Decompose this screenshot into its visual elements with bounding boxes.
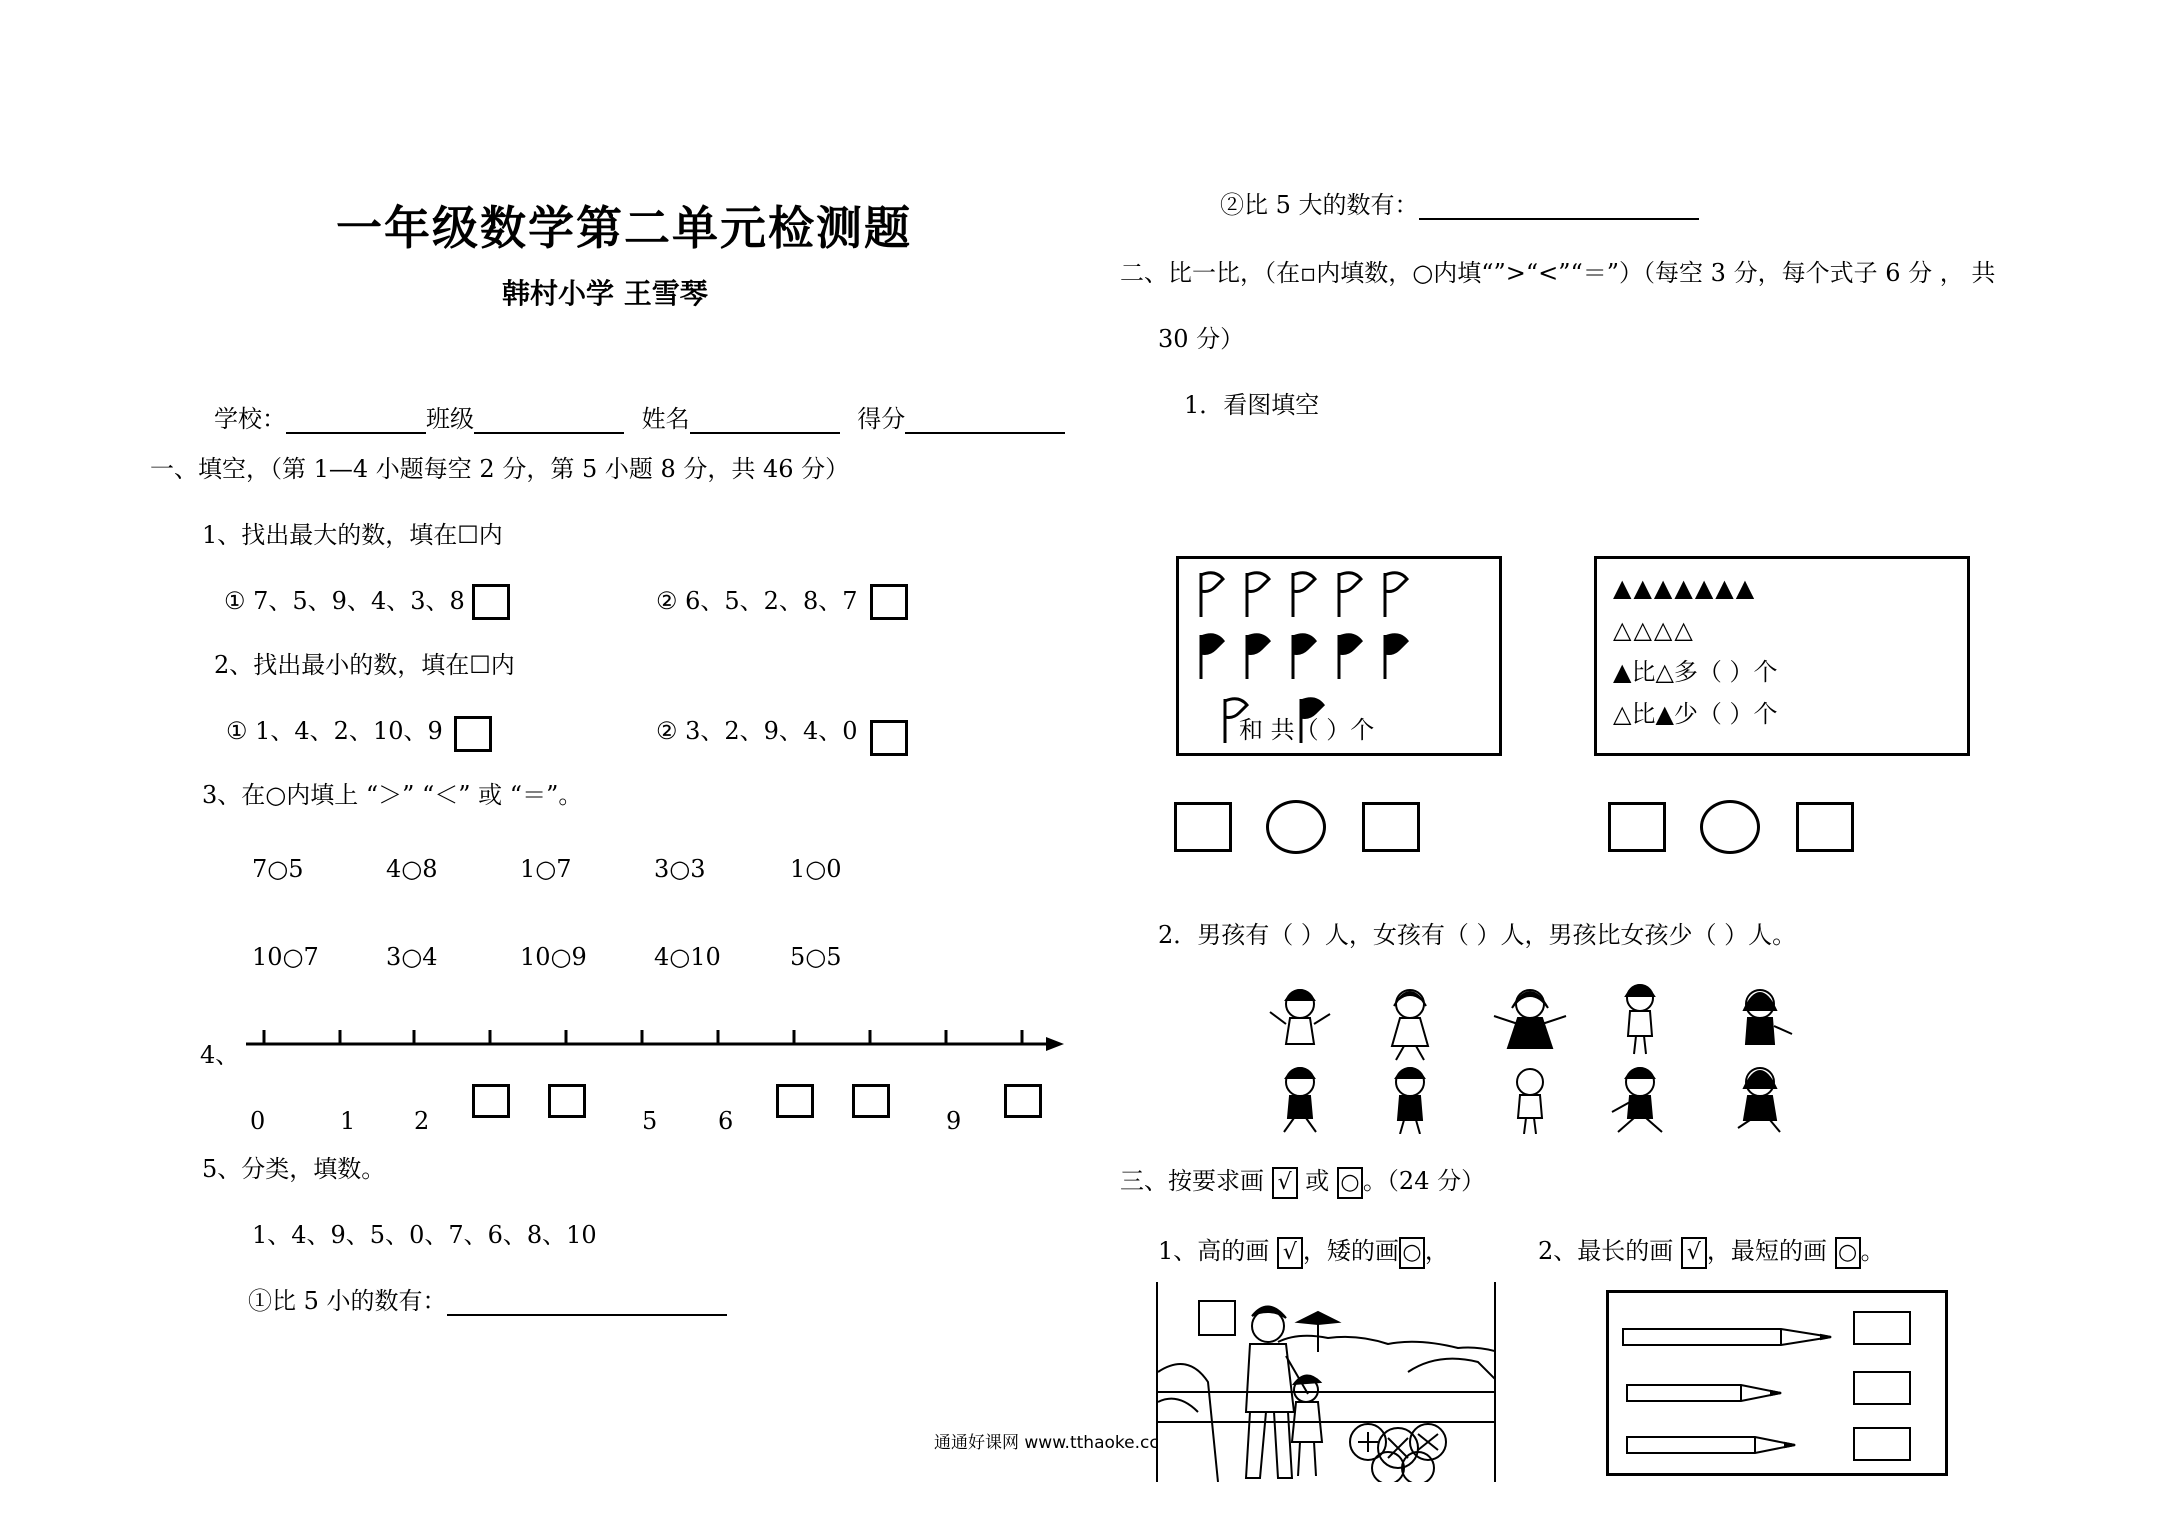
number-line [240, 1020, 1070, 1060]
q2-a: ① 1、4、2、10、9 [226, 717, 443, 745]
q3-row2-5[interactable]: 5○5 [790, 943, 842, 971]
q1-b: ② 6、5、2、8、7 [656, 587, 858, 615]
tri-row3[interactable]: ▲比△多（ ）个 [1613, 658, 1778, 686]
s3-heading-b: 或 [1305, 1167, 1330, 1195]
nl-box-7[interactable] [776, 1084, 814, 1118]
q3-row2-3[interactable]: 10○9 [520, 943, 587, 971]
s3-q1 [1158, 1236, 1449, 1269]
tri-compare-circle[interactable] [1700, 800, 1760, 854]
s3-q1-check-icon: √ [1277, 1237, 1303, 1269]
q1-b-answer-box[interactable] [870, 584, 908, 620]
q2-b-answer-box[interactable] [870, 720, 908, 756]
section2-heading-cont: 30 分） [1158, 325, 1245, 353]
s3-q2-a: 2、最长的画 [1538, 1237, 1674, 1265]
tri-row4[interactable]: △比▲少（ ）个 [1613, 700, 1778, 728]
tri-row2: △△△△ [1613, 616, 1695, 644]
section1-heading: 一、填空，（第 1—4 小题每空 2 分，第 5 小题 8 分，共 46 分） [150, 455, 850, 483]
class-label: 班级 [426, 405, 474, 433]
s3-heading-c: 。（24 分） [1362, 1167, 1486, 1195]
class-field[interactable] [474, 406, 624, 434]
q3-row1-3[interactable]: 1○7 [520, 855, 572, 883]
section2-heading: 二、比一比，（在▫内填数，○内填“”>“<”“＝”）（每空 3 分，每个式子 6 分 ， 共 [1120, 259, 1996, 287]
picture-answer-box[interactable] [1198, 1300, 1236, 1336]
q3-row1-4[interactable]: 3○3 [654, 855, 706, 883]
s3-q1-a: 1、高的画 [1158, 1237, 1270, 1265]
flags-answer-box-1[interactable] [1174, 802, 1232, 852]
s3-q1-c: ， [1424, 1237, 1449, 1265]
section3-heading [1120, 1166, 1485, 1199]
info-line [214, 404, 1065, 434]
q3-row2-1[interactable]: 10○7 [252, 943, 319, 971]
flags-panel [1176, 556, 1502, 756]
s3-q2-b: ，最短的画 [1706, 1237, 1827, 1265]
q3-row1-5[interactable]: 1○0 [790, 855, 842, 883]
pencil-box-3[interactable] [1853, 1427, 1911, 1461]
q2-prompt: 2、找出最小的数，填在☐内 [214, 651, 515, 679]
nl-box-4[interactable] [548, 1084, 586, 1118]
flags-answer-box-2[interactable] [1362, 802, 1420, 852]
q5-numbers: 1、4、9、5、0、7、6、8、10 [252, 1221, 597, 1249]
school-label: 学校： [214, 405, 286, 433]
s3-q2 [1538, 1236, 1885, 1269]
s2-q1-prompt: 1．看图填空 [1184, 391, 1320, 419]
nl-num-6: 6 [718, 1107, 734, 1135]
q5-less-line [248, 1286, 727, 1316]
score-label: 得分 [857, 405, 906, 433]
q3-row1-1[interactable]: 7○5 [252, 855, 304, 883]
page-title: 一年级数学第二单元检测题 [336, 201, 912, 255]
tri-row1: ▲▲▲▲▲▲▲ [1613, 574, 1757, 602]
nl-num-0: 0 [250, 1107, 266, 1135]
s3-heading-a: 三、按要求画 [1120, 1167, 1264, 1195]
q2-b: ② 3、2、9、4、0 [656, 717, 858, 745]
triangles-panel [1594, 556, 1970, 756]
q1-a: ① 7、5、9、4、3、8 [224, 587, 465, 615]
q1-prompt: 1、找出最大的数，填在☐内 [202, 521, 503, 549]
q5-less-label: ①比 5 小的数有： [248, 1287, 447, 1315]
s2-q2-prompt[interactable]: 2．男孩有（ ）人，女孩有（ ）人，男孩比女孩少（ ）人。 [1158, 921, 1797, 949]
s3-q2-c: 。 [1860, 1237, 1885, 1265]
mother-child-picture [1156, 1282, 1496, 1482]
author-line: 韩村小学 王雪琴 [502, 277, 708, 310]
pencils-panel [1606, 1290, 1948, 1476]
circle-box-icon: ○ [1337, 1167, 1363, 1199]
school-field[interactable] [286, 406, 426, 434]
nl-num-2: 2 [414, 1107, 430, 1135]
name-label: 姓名 [641, 405, 690, 433]
flags-compare-circle[interactable] [1266, 800, 1326, 854]
pencil-box-2[interactable] [1853, 1371, 1911, 1405]
s3-q2-circle-icon: ○ [1835, 1237, 1861, 1269]
pencil-box-1[interactable] [1853, 1311, 1911, 1345]
q5-greater-label: ②比 5 大的数有： [1220, 191, 1419, 219]
q4-label: 4、 [200, 1041, 240, 1069]
tri-answer-box-2[interactable] [1796, 802, 1854, 852]
q3-row2-4[interactable]: 4○10 [654, 943, 721, 971]
nl-num-1: 1 [340, 1107, 356, 1135]
q5-greater-line [1220, 190, 1699, 220]
watermark: 通通好课网 www.tthaoke.cc [934, 1433, 1159, 1453]
tri-answer-box-1[interactable] [1608, 802, 1666, 852]
q1-a-answer-box[interactable] [472, 584, 510, 620]
score-field[interactable] [905, 406, 1065, 434]
name-field[interactable] [690, 406, 840, 434]
q5-greater-field[interactable] [1419, 192, 1699, 220]
q5-prompt: 5、分类，填数。 [202, 1155, 386, 1183]
children-figures [1250, 974, 1870, 1134]
s3-q1-circle-icon: ○ [1399, 1237, 1425, 1269]
nl-num-9: 9 [946, 1107, 962, 1135]
q3-prompt: 3、在○内填上 “＞” “＜” 或 “＝”。 [202, 781, 583, 809]
q5-less-field[interactable] [447, 1288, 727, 1316]
q3-row2-2[interactable]: 3○4 [386, 943, 438, 971]
flags-panel-text: 和 共（ ）个 [1239, 716, 1375, 744]
nl-num-5: 5 [642, 1107, 658, 1135]
q3-row1-2[interactable]: 4○8 [386, 855, 438, 883]
s3-q1-b: ，矮的画 [1302, 1237, 1399, 1265]
s3-q2-check-icon: √ [1681, 1237, 1707, 1269]
nl-box-8[interactable] [852, 1084, 890, 1118]
q2-a-answer-box[interactable] [454, 716, 492, 752]
check-box-icon: √ [1272, 1167, 1298, 1199]
nl-box-10[interactable] [1004, 1084, 1042, 1118]
nl-box-3[interactable] [472, 1084, 510, 1118]
